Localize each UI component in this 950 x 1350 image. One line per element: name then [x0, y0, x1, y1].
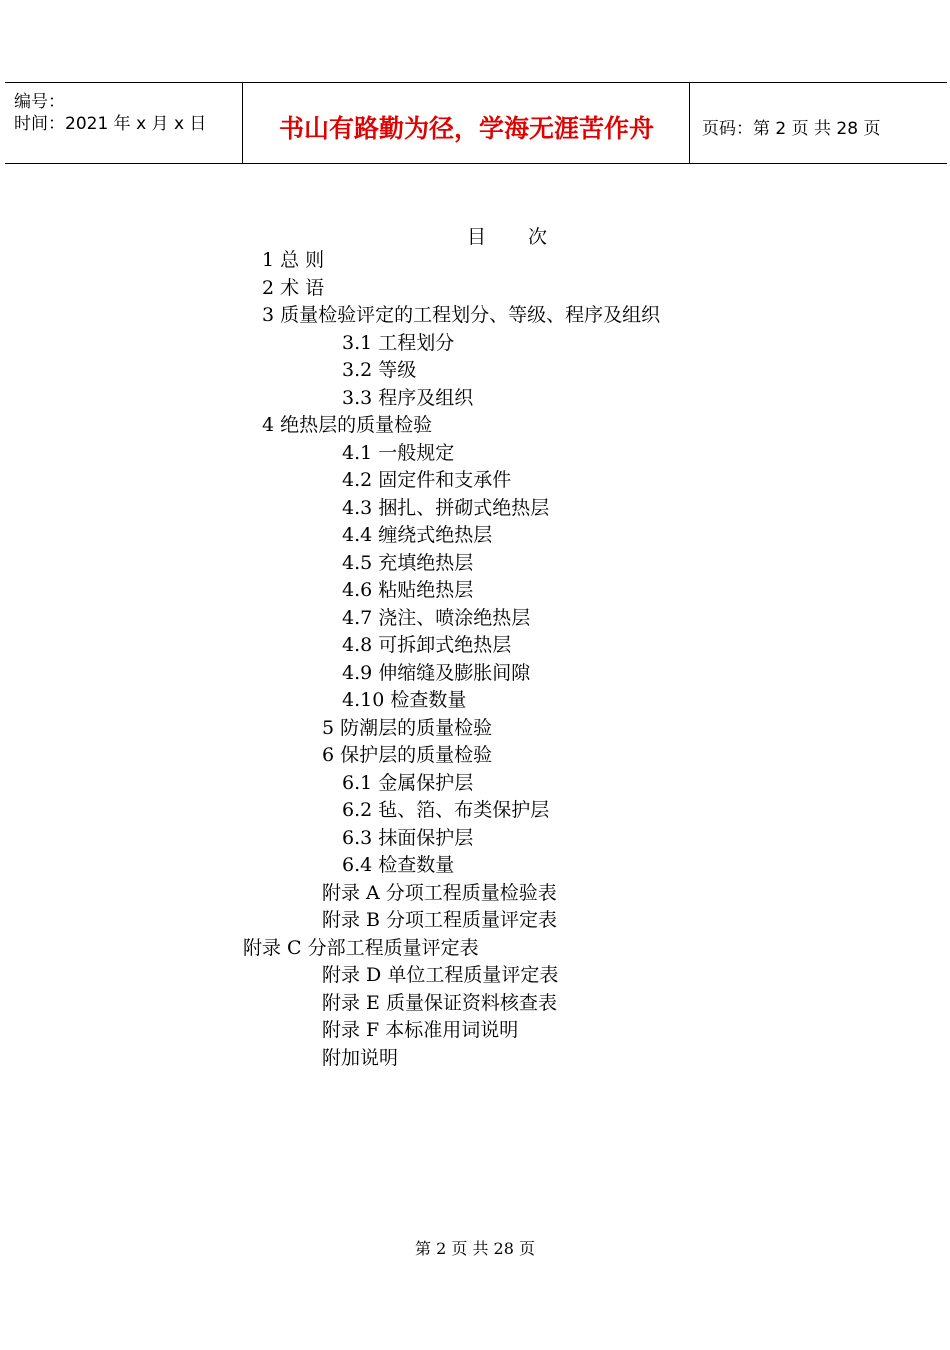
- toc-item-6-1: 6.1 金属保护层: [342, 772, 474, 794]
- toc-item-4-8: 4.8 可拆卸式绝热层: [342, 634, 512, 656]
- toc-item-4-10: 4.10 检查数量: [342, 689, 467, 711]
- page-footer: 第 2 页 共 28 页: [415, 1239, 535, 1258]
- toc-item-additional-notes: 附加说明: [322, 1047, 399, 1069]
- toc-item-4: 4 绝热层的质量检验: [262, 414, 433, 436]
- toc-item-4-5: 4.5 充填绝热层: [342, 552, 474, 574]
- toc-item-4-9: 4.9 伸缩缝及膨胀间隙: [342, 662, 531, 684]
- toc-item-4-2: 4.2 固定件和支承件: [342, 469, 512, 491]
- toc-item-1: 1 总 则: [262, 249, 325, 271]
- toc-item-5: 5 防潮层的质量检验: [322, 717, 493, 739]
- toc-item-appendix-d: 附录 D 单位工程质量评定表: [322, 964, 559, 986]
- toc-item-6-2: 6.2 毡、箔、布类保护层: [342, 799, 550, 821]
- document-header: [5, 82, 947, 164]
- toc-item-2: 2 术 语: [262, 277, 325, 299]
- toc-item-appendix-e: 附录 E 质量保证资料核查表: [322, 992, 557, 1014]
- toc-item-appendix-f: 附录 F 本标准用词说明: [322, 1019, 519, 1041]
- toc-item-3-1: 3.1 工程划分: [342, 332, 455, 354]
- header-page-number: 页码：第 2 页 共 28 页: [702, 119, 881, 139]
- document-time-label: 时间：2021 年 x 月 x 日: [14, 114, 207, 134]
- toc-item-appendix-c: 附录 C 分部工程质量评定表: [243, 937, 479, 959]
- toc-item-3-2: 3.2 等级: [342, 359, 417, 381]
- header-motto-cell: [243, 83, 690, 163]
- header-motto: 书山有路勤为径，学海无涯苦作舟: [278, 114, 654, 143]
- document-number-label: 编号：: [14, 92, 65, 112]
- toc-item-6: 6 保护层的质量检验: [322, 744, 493, 766]
- header-meta-cell: [5, 83, 243, 163]
- toc-item-4-7: 4.7 浇注、喷涂绝热层: [342, 607, 531, 629]
- toc-item-4-4: 4.4 缠绕式绝热层: [342, 524, 493, 546]
- toc-item-4-6: 4.6 粘贴绝热层: [342, 579, 474, 601]
- header-page-cell: [690, 83, 947, 163]
- toc-item-appendix-b: 附录 B 分项工程质量评定表: [322, 909, 558, 931]
- toc-item-6-4: 6.4 检查数量: [342, 854, 455, 876]
- toc-item-appendix-a: 附录 A 分项工程质量检验表: [322, 882, 557, 904]
- toc-item-4-3: 4.3 捆扎、拼砌式绝热层: [342, 497, 550, 519]
- toc-item-3-3: 3.3 程序及组织: [342, 387, 474, 409]
- toc-item-4-1: 4.1 一般规定: [342, 442, 455, 464]
- toc-item-6-3: 6.3 抹面保护层: [342, 827, 474, 849]
- toc-item-3: 3 质量检验评定的工程划分、等级、程序及组织: [262, 304, 661, 326]
- toc-title: 目 次: [467, 226, 566, 248]
